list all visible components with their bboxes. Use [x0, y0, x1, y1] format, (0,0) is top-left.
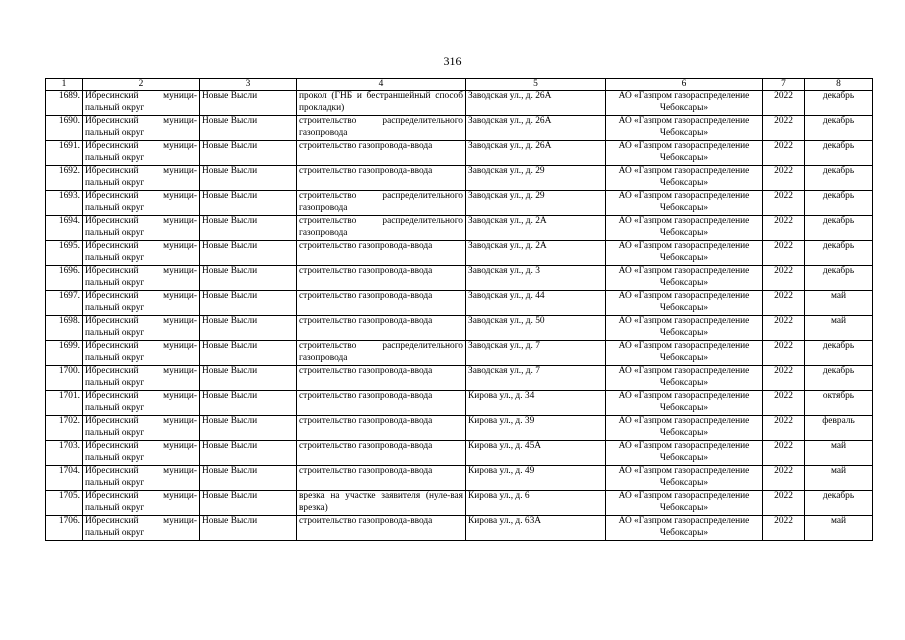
district-cell: Ибресинский муници-пальный округ — [83, 241, 200, 266]
work-type-cell: строительство газопровода-ввода — [297, 241, 466, 266]
settlement-cell: Новые Высли — [200, 416, 297, 441]
district-cell: Ибресинский муници-пальный округ — [83, 341, 200, 366]
column-number: 8 — [805, 79, 873, 91]
address-cell: Заводская ул., д. 7 — [466, 366, 606, 391]
address-cell: Кирова ул., д. 6 — [466, 491, 606, 516]
settlement-cell: Новые Высли — [200, 366, 297, 391]
organization-cell: АО «Газпром газораспределение Чебоксары» — [606, 441, 763, 466]
year-cell: 2022 — [763, 216, 805, 241]
table-row — [46, 341, 873, 366]
work-type-cell: строительство распределительного газопровода — [297, 216, 466, 241]
column-number: 7 — [763, 79, 805, 91]
row-number: 1697. — [46, 291, 83, 316]
row-number: 1693. — [46, 191, 83, 216]
organization-cell: АО «Газпром газораспределение Чебоксары» — [606, 341, 763, 366]
work-type-cell: строительство распределительного газопровода — [297, 191, 466, 216]
address-cell: Кирова ул., д. 63А — [466, 516, 606, 541]
organization-cell: АО «Газпром газораспределение Чебоксары» — [606, 516, 763, 541]
organization-cell: АО «Газпром газораспределение Чебоксары» — [606, 141, 763, 166]
work-type-cell: врезка на участке заявителя (нуле-вая врезка) — [297, 491, 466, 516]
organization-cell: АО «Газпром газораспределение Чебоксары» — [606, 241, 763, 266]
work-type-cell: строительство газопровода-ввода — [297, 291, 466, 316]
table-row — [46, 466, 873, 491]
district-cell: Ибресинский муници-пальный округ — [83, 416, 200, 441]
column-number: 5 — [466, 79, 606, 91]
table-row — [46, 91, 873, 116]
district-cell: Ибресинский муници-пальный округ — [83, 116, 200, 141]
row-number: 1696. — [46, 266, 83, 291]
row-number: 1689. — [46, 91, 83, 116]
month-cell: май — [805, 466, 873, 491]
organization-cell: АО «Газпром газораспределение Чебоксары» — [606, 316, 763, 341]
year-cell: 2022 — [763, 241, 805, 266]
address-cell: Заводская ул., д. 3 — [466, 266, 606, 291]
month-cell: май — [805, 516, 873, 541]
district-cell: Ибресинский муници-пальный округ — [83, 466, 200, 491]
settlement-cell: Новые Высли — [200, 291, 297, 316]
organization-cell: АО «Газпром газораспределение Чебоксары» — [606, 466, 763, 491]
district-cell: Ибресинский муници-пальный округ — [83, 291, 200, 316]
organization-cell: АО «Газпром газораспределение Чебоксары» — [606, 266, 763, 291]
work-type-cell: строительство газопровода-ввода — [297, 516, 466, 541]
settlement-cell: Новые Высли — [200, 466, 297, 491]
settlement-cell: Новые Высли — [200, 191, 297, 216]
district-cell: Ибресинский муници-пальный округ — [83, 316, 200, 341]
organization-cell: АО «Газпром газораспределение Чебоксары» — [606, 216, 763, 241]
year-cell: 2022 — [763, 416, 805, 441]
organization-cell: АО «Газпром газораспределение Чебоксары» — [606, 91, 763, 116]
year-cell: 2022 — [763, 141, 805, 166]
row-number: 1704. — [46, 466, 83, 491]
work-type-cell: строительство газопровода-ввода — [297, 366, 466, 391]
row-number: 1690. — [46, 116, 83, 141]
organization-cell: АО «Газпром газораспределение Чебоксары» — [606, 416, 763, 441]
row-number: 1702. — [46, 416, 83, 441]
settlement-cell: Новые Высли — [200, 91, 297, 116]
row-number: 1700. — [46, 366, 83, 391]
year-cell: 2022 — [763, 366, 805, 391]
settlement-cell: Новые Высли — [200, 141, 297, 166]
work-type-cell: строительство газопровода-ввода — [297, 441, 466, 466]
address-cell: Заводская ул., д. 29 — [466, 166, 606, 191]
table-row — [46, 216, 873, 241]
year-cell: 2022 — [763, 466, 805, 491]
month-cell: май — [805, 441, 873, 466]
row-number: 1701. — [46, 391, 83, 416]
district-cell: Ибресинский муници-пальный округ — [83, 141, 200, 166]
month-cell: декабрь — [805, 266, 873, 291]
work-type-cell: строительство распределительного газопровода — [297, 116, 466, 141]
table-row — [46, 166, 873, 191]
row-number: 1698. — [46, 316, 83, 341]
settlement-cell: Новые Высли — [200, 166, 297, 191]
address-cell: Кирова ул., д. 34 — [466, 391, 606, 416]
table-row — [46, 141, 873, 166]
column-number: 1 — [46, 79, 83, 91]
work-type-cell: строительство газопровода-ввода — [297, 466, 466, 491]
organization-cell: АО «Газпром газораспределение Чебоксары» — [606, 191, 763, 216]
address-cell: Заводская ул., д. 50 — [466, 316, 606, 341]
district-cell: Ибресинский муници-пальный округ — [83, 441, 200, 466]
work-type-cell: строительство газопровода-ввода — [297, 416, 466, 441]
address-cell: Заводская ул., д. 29 — [466, 191, 606, 216]
table-row — [46, 491, 873, 516]
column-number: 6 — [606, 79, 763, 91]
district-cell: Ибресинский муници-пальный округ — [83, 91, 200, 116]
address-cell: Заводская ул., д. 7 — [466, 341, 606, 366]
address-cell: Кирова ул., д. 45А — [466, 441, 606, 466]
district-cell: Ибресинский муници-пальный округ — [83, 191, 200, 216]
month-cell: декабрь — [805, 116, 873, 141]
work-type-cell: строительство газопровода-ввода — [297, 166, 466, 191]
organization-cell: АО «Газпром газораспределение Чебоксары» — [606, 366, 763, 391]
year-cell: 2022 — [763, 341, 805, 366]
settlement-cell: Новые Высли — [200, 341, 297, 366]
month-cell: декабрь — [805, 241, 873, 266]
district-cell: Ибресинский муници-пальный округ — [83, 266, 200, 291]
address-cell: Кирова ул., д. 39 — [466, 416, 606, 441]
month-cell: май — [805, 291, 873, 316]
organization-cell: АО «Газпром газораспределение Чебоксары» — [606, 116, 763, 141]
table-row — [46, 116, 873, 141]
settlement-cell: Новые Высли — [200, 266, 297, 291]
table-row — [46, 241, 873, 266]
organization-cell: АО «Газпром газораспределение Чебоксары» — [606, 166, 763, 191]
row-number: 1705. — [46, 491, 83, 516]
year-cell: 2022 — [763, 116, 805, 141]
year-cell: 2022 — [763, 516, 805, 541]
district-cell: Ибресинский муници-пальный округ — [83, 366, 200, 391]
work-type-cell: прокол (ГНБ и бестраншейный способ прокладки) — [297, 91, 466, 116]
column-number-row — [46, 79, 873, 91]
address-cell: Заводская ул., д. 26А — [466, 141, 606, 166]
page-number: 316 — [443, 54, 462, 68]
district-cell: Ибресинский муници-пальный округ — [83, 516, 200, 541]
table-row — [46, 441, 873, 466]
registry-table — [45, 78, 873, 541]
district-cell: Ибресинский муници-пальный округ — [83, 216, 200, 241]
month-cell: декабрь — [805, 191, 873, 216]
column-number: 4 — [297, 79, 466, 91]
settlement-cell: Новые Высли — [200, 316, 297, 341]
work-type-cell: строительство газопровода-ввода — [297, 141, 466, 166]
organization-cell: АО «Газпром газораспределение Чебоксары» — [606, 391, 763, 416]
column-number: 3 — [200, 79, 297, 91]
settlement-cell: Новые Высли — [200, 441, 297, 466]
row-number: 1692. — [46, 166, 83, 191]
year-cell: 2022 — [763, 441, 805, 466]
row-number: 1695. — [46, 241, 83, 266]
settlement-cell: Новые Высли — [200, 241, 297, 266]
year-cell: 2022 — [763, 166, 805, 191]
row-number: 1694. — [46, 216, 83, 241]
address-cell: Кирова ул., д. 49 — [466, 466, 606, 491]
table-row — [46, 291, 873, 316]
address-cell: Заводская ул., д. 2А — [466, 216, 606, 241]
month-cell: декабрь — [805, 166, 873, 191]
month-cell: май — [805, 316, 873, 341]
row-number: 1706. — [46, 516, 83, 541]
month-cell: декабрь — [805, 91, 873, 116]
address-cell: Заводская ул., д. 26А — [466, 116, 606, 141]
address-cell: Заводская ул., д. 2А — [466, 241, 606, 266]
year-cell: 2022 — [763, 391, 805, 416]
district-cell: Ибресинский муници-пальный округ — [83, 166, 200, 191]
row-number: 1699. — [46, 341, 83, 366]
month-cell: декабрь — [805, 141, 873, 166]
settlement-cell: Новые Высли — [200, 216, 297, 241]
column-number: 2 — [83, 79, 200, 91]
year-cell: 2022 — [763, 266, 805, 291]
month-cell: декабрь — [805, 366, 873, 391]
year-cell: 2022 — [763, 491, 805, 516]
month-cell: декабрь — [805, 341, 873, 366]
address-cell: Заводская ул., д. 44 — [466, 291, 606, 316]
table-row — [46, 366, 873, 391]
table-row — [46, 391, 873, 416]
month-cell: декабрь — [805, 216, 873, 241]
district-cell: Ибресинский муници-пальный округ — [83, 391, 200, 416]
month-cell: декабрь — [805, 491, 873, 516]
settlement-cell: Новые Высли — [200, 116, 297, 141]
organization-cell: АО «Газпром газораспределение Чебоксары» — [606, 491, 763, 516]
row-number: 1691. — [46, 141, 83, 166]
settlement-cell: Новые Высли — [200, 516, 297, 541]
year-cell: 2022 — [763, 291, 805, 316]
table-row — [46, 316, 873, 341]
table-row — [46, 416, 873, 441]
work-type-cell: строительство газопровода-ввода — [297, 316, 466, 341]
table-row — [46, 266, 873, 291]
table-row — [46, 191, 873, 216]
row-number: 1703. — [46, 441, 83, 466]
year-cell: 2022 — [763, 316, 805, 341]
table-row — [46, 516, 873, 541]
month-cell: февраль — [805, 416, 873, 441]
month-cell: октябрь — [805, 391, 873, 416]
district-cell: Ибресинский муници-пальный округ — [83, 491, 200, 516]
settlement-cell: Новые Высли — [200, 491, 297, 516]
year-cell: 2022 — [763, 191, 805, 216]
work-type-cell: строительство газопровода-ввода — [297, 266, 466, 291]
work-type-cell: строительство газопровода-ввода — [297, 391, 466, 416]
settlement-cell: Новые Высли — [200, 391, 297, 416]
work-type-cell: строительство распределительного газопровода — [297, 341, 466, 366]
year-cell: 2022 — [763, 91, 805, 116]
address-cell: Заводская ул., д. 26А — [466, 91, 606, 116]
table-body — [46, 91, 873, 541]
organization-cell: АО «Газпром газораспределение Чебоксары» — [606, 291, 763, 316]
